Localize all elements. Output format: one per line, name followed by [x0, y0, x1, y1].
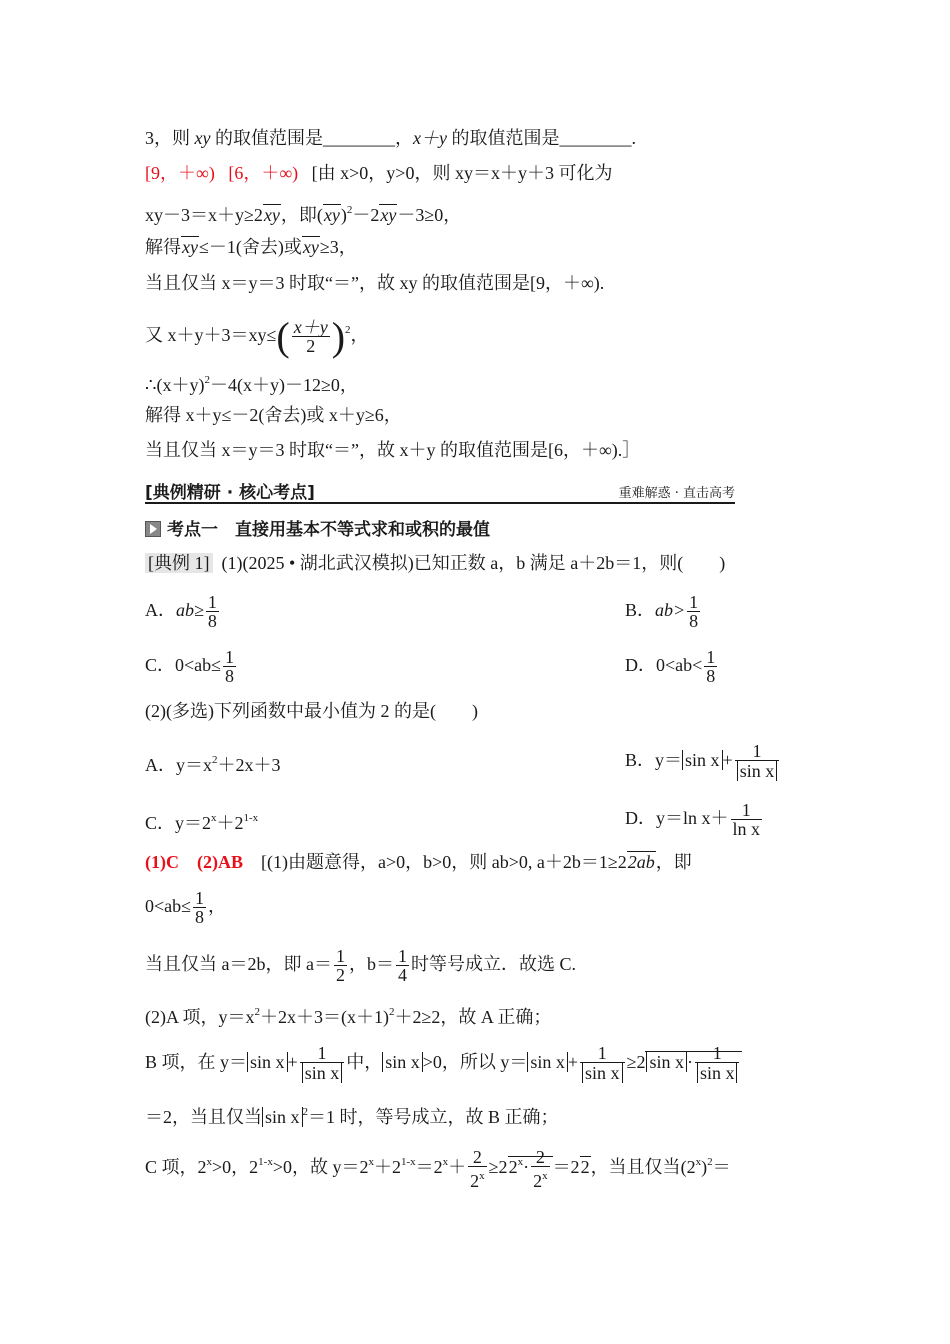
option-d[interactable]: D．0<ab< $\frac{1}{8}$ [625, 647, 716, 687]
solution-line-7: C 项，$2^x>0$，$2^{1-x}>0$，故 $y=2^x+2^{1-x}=2^x+$ $\frac{2}{2^x}$ $\ge 22^x\cdot$ $\frac{2}{2^x}$ ＝22，当且仅当$(2^x)^2=$ [145, 1146, 731, 1191]
answer-value-1: [9，＋∞) [145, 163, 215, 183]
intro-line: 3，则 xy 的取值范围是________，x＋y 的取值范围是________. [145, 128, 636, 148]
answer-line-7: 解得 x＋y≤－2(舍去)或 x＋y≥6， [145, 405, 402, 425]
answer-line-6: $\therefore(x+y)^2-4(x+y)-12\ge 0$， [145, 374, 358, 395]
answer-line-3: 解得xy≤－1(舍去)或xy≥3， [145, 237, 357, 257]
solution-line-3: 当且仅当 a＝2b，即 a＝ $\frac{1}{2}$ ，b＝ $\frac{1}{4}$ 时等号成立．故选 C. [145, 946, 576, 986]
option-2d[interactable]: D．y＝ln x＋ $\frac{1}{\text{ln x}}$ [625, 800, 761, 840]
option-2a[interactable]: A．$y=x^2+2x+3$ [145, 754, 281, 775]
solution-line-6: ＝2，当且仅当 sin x $^2$＝1 时，等号成立，故 B 正确； [145, 1106, 559, 1127]
section-title: [典例精研 · 核心考点] [145, 483, 315, 503]
answer-line-8: 当且仅当 x＝y＝3 时取“＝”，故 x＋y 的取值范围是[6，＋∞).］ [145, 440, 641, 460]
solution-answer-2: (2)AB [197, 852, 243, 872]
options-row-1 [145, 590, 810, 630]
solution-line-4: (2)A 项，$y=x^2+2x+3=(x+1)^2+2\ge 2$，故 A 正确； [145, 1006, 552, 1027]
solution-line-5: B 项，在 y＝ sin x + $\frac{1}{\text{sin x}}$ 中， sin x >0，所以 y＝ sin x + $\frac{1}{\text{sin x}}$ ≥2 sin x · $\frac{1}{\text{sin x}}$ [145, 1040, 810, 1084]
solution-line-2: 0<ab≤ $\frac{1}{8}$ ， [145, 888, 227, 928]
topic-heading: 考点一 直接用基本不等式求和或积的最值 [145, 518, 810, 542]
options-row-2 [145, 645, 810, 685]
example-question-2: (2)(多选)下列函数中最小值为 2 的是( ) [145, 701, 478, 721]
example-tag: [典例 1] [145, 553, 213, 573]
solution-answer-1: (1)C [145, 852, 179, 872]
option-b[interactable]: B．ab> $\frac{1}{8}$ [625, 592, 699, 632]
play-icon [145, 521, 161, 537]
option-a[interactable]: A．ab≥ $\frac{1}{8}$ [145, 592, 217, 632]
option-c[interactable]: C．0<ab≤ $\frac{1}{8}$ [145, 647, 235, 687]
answer-line-1: [9，＋∞) [6，＋∞) [由 x>0，y>0，则 xy＝x＋y＋3 可化为 [145, 163, 613, 183]
options-row-3 [145, 740, 810, 785]
section-header [145, 478, 735, 504]
option-2b[interactable]: B．y＝ sin x + $\frac{1}{\text{sin x}}$ [625, 740, 781, 781]
answer-line-4: 当且仅当 x＝y＝3 时取“＝”，故 xy 的取值范围是[9，＋∞). [145, 273, 605, 293]
section-subtitle: 重难解惑 · 直击高考 [618, 486, 735, 501]
example-question-1: [典例 1] (1)(2025 • 湖北武汉模拟)已知正数 a，b 满足 a＋2b＝1，则( ) [145, 551, 810, 575]
options-row-4 [145, 798, 810, 843]
answer-line-5: 又 x＋y＋3＝xy≤( $\frac{x+y}{2}$ )$^2$， [145, 313, 369, 359]
answer-line-2: xy－3＝x＋y≥2xy，即(xy)$^2$－2xy－3≥0， [145, 204, 462, 225]
solution-line-1: (1)C (2)AB [(1)由题意得，a>0，b>0，则 ab>0, a＋2b＝1≥22ab，即 [145, 852, 692, 872]
answer-value-2: [6，＋∞) [228, 163, 299, 183]
option-2c[interactable]: C．$y=2^x+2^{1-x}$ [145, 812, 259, 833]
